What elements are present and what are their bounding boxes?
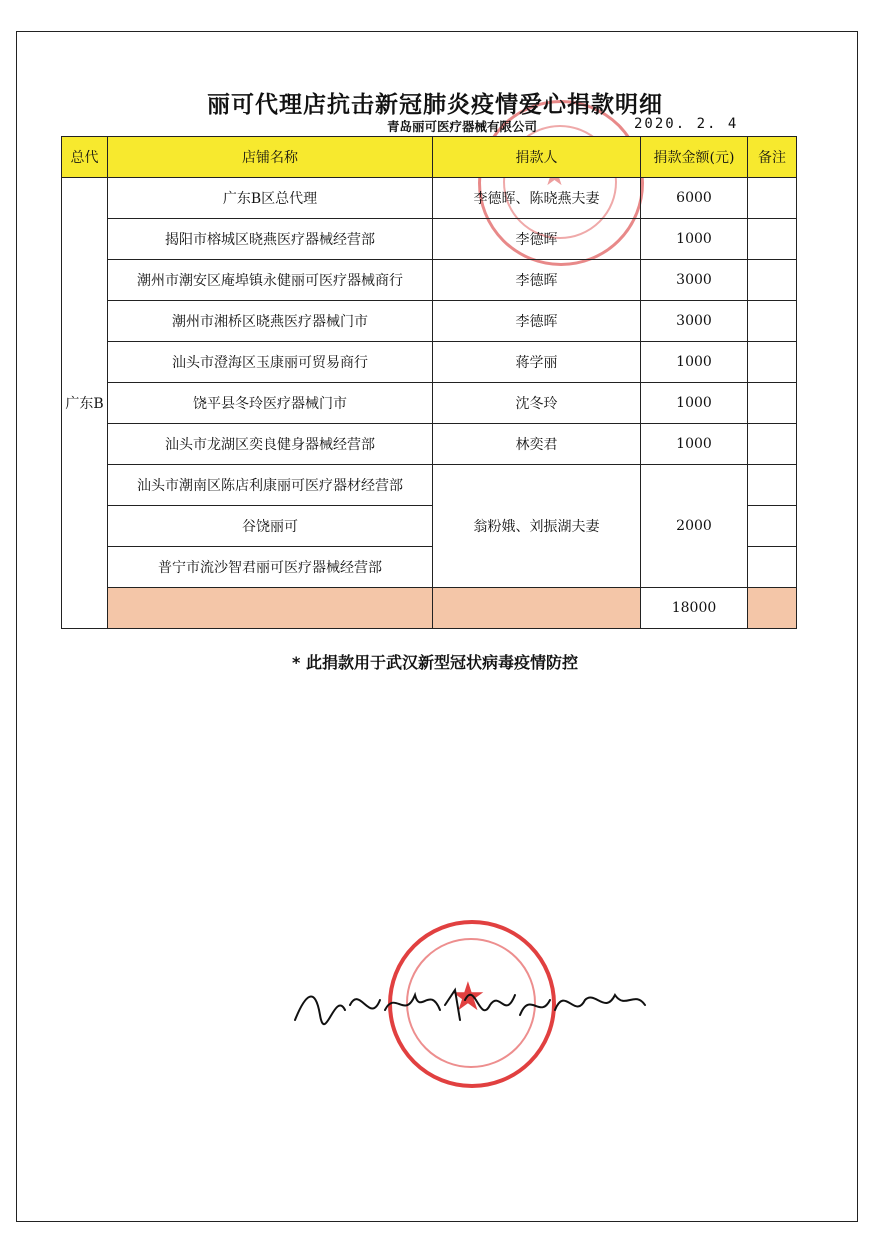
header-remarks: 备注 bbox=[748, 137, 797, 178]
amount-cell: 6000 bbox=[641, 178, 748, 219]
remarks-cell bbox=[748, 219, 797, 260]
donor-cell: 林奕君 bbox=[433, 424, 641, 465]
donor-cell: 李德晖 bbox=[433, 301, 641, 342]
table-row bbox=[62, 465, 797, 506]
store-cell: 汕头市潮南区陈店利康丽可医疗器材经营部 bbox=[108, 465, 433, 506]
remarks-cell bbox=[748, 465, 797, 506]
remarks-cell bbox=[748, 424, 797, 465]
seal-star-icon: ★ bbox=[450, 974, 486, 1020]
amount-cell: 1000 bbox=[641, 342, 748, 383]
store-cell: 汕头市澄海区玉康丽可贸易商行 bbox=[108, 342, 433, 383]
table-row bbox=[62, 260, 797, 301]
donation-table bbox=[61, 136, 797, 629]
usage-note: * 此捐款用于武汉新型冠状病毒疫情防控 bbox=[292, 653, 578, 672]
handwritten-signature bbox=[290, 965, 650, 1045]
remarks-cell bbox=[748, 547, 797, 588]
remarks-cell bbox=[748, 506, 797, 547]
document-title: 丽可代理店抗击新冠肺炎疫情爱心捐款明细 bbox=[207, 92, 663, 118]
document-date: 2020. 2. 4 bbox=[634, 116, 739, 132]
header-donor: 捐款人 bbox=[433, 137, 641, 178]
header-amount: 捐款金额(元) bbox=[641, 137, 748, 178]
amount-cell: 1000 bbox=[641, 219, 748, 260]
table-row bbox=[62, 424, 797, 465]
amount-cell: 1000 bbox=[641, 383, 748, 424]
amount-cell: 3000 bbox=[641, 260, 748, 301]
remarks-cell bbox=[748, 301, 797, 342]
store-cell: 普宁市流沙智君丽可医疗器械经营部 bbox=[108, 547, 433, 588]
store-cell: 潮州市潮安区庵埠镇永健丽可医疗器械商行 bbox=[108, 260, 433, 301]
total-row bbox=[62, 588, 797, 629]
table-row bbox=[62, 178, 797, 219]
table-header-row bbox=[62, 137, 797, 178]
amount-cell-merged: 2000 bbox=[641, 465, 748, 588]
store-cell: 广东B区总代理 bbox=[108, 178, 433, 219]
table-row bbox=[62, 219, 797, 260]
company-name: 青岛丽可医疗器械有限公司 bbox=[387, 119, 538, 134]
header-region: 总代 bbox=[62, 137, 108, 178]
table-row bbox=[62, 342, 797, 383]
region-cell: 广东B bbox=[62, 178, 108, 629]
total-amount-cell: 18000 bbox=[641, 588, 748, 629]
store-cell: 潮州市湘桥区晓燕医疗器械门市 bbox=[108, 301, 433, 342]
table-row bbox=[62, 383, 797, 424]
donor-cell-merged: 翁粉娥、刘振湖夫妻 bbox=[433, 465, 641, 588]
remarks-cell bbox=[748, 383, 797, 424]
donor-cell: 沈冬玲 bbox=[433, 383, 641, 424]
amount-cell: 3000 bbox=[641, 301, 748, 342]
donor-cell: 李德晖、陈晓燕夫妻 bbox=[433, 178, 641, 219]
store-cell: 揭阳市榕城区晓燕医疗器械经营部 bbox=[108, 219, 433, 260]
donor-cell: 蒋学丽 bbox=[433, 342, 641, 383]
table-row bbox=[62, 301, 797, 342]
store-cell: 汕头市龙湖区奕良健身器械经营部 bbox=[108, 424, 433, 465]
amount-cell: 1000 bbox=[641, 424, 748, 465]
remarks-cell bbox=[748, 178, 797, 219]
total-blank-cell bbox=[433, 588, 641, 629]
store-cell: 谷饶丽可 bbox=[108, 506, 433, 547]
store-cell: 饶平县冬玲医疗器械门市 bbox=[108, 383, 433, 424]
remarks-cell bbox=[748, 260, 797, 301]
header-store: 店铺名称 bbox=[108, 137, 433, 178]
donor-cell: 李德晖 bbox=[433, 260, 641, 301]
total-remarks-cell bbox=[748, 588, 797, 629]
total-blank-cell bbox=[108, 588, 433, 629]
donor-cell: 李德晖 bbox=[433, 219, 641, 260]
remarks-cell bbox=[748, 342, 797, 383]
